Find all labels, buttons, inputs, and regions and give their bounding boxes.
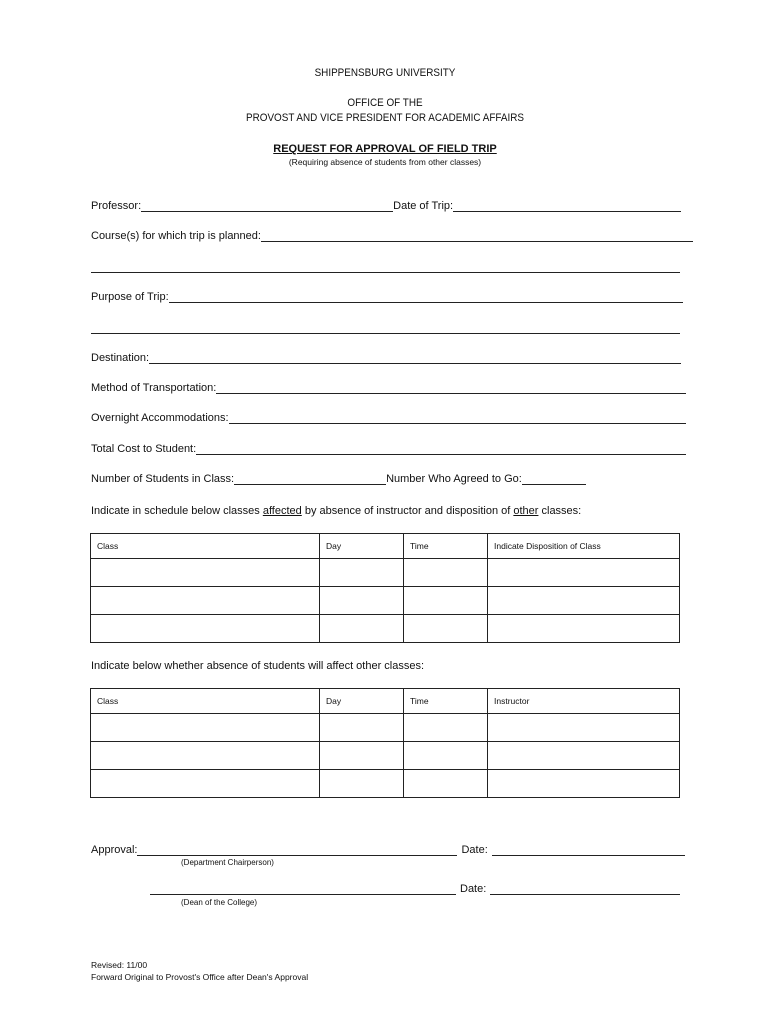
table-cell[interactable]	[91, 559, 320, 587]
chair-signature-field[interactable]	[137, 845, 457, 856]
instruction-text-2: by absence of instructor and disposition of	[301, 505, 514, 517]
table-cell[interactable]	[404, 714, 488, 742]
other-classes-table	[90, 688, 680, 798]
table-row	[91, 559, 680, 587]
accommodations-label: Overnight Accommodations:	[91, 412, 229, 424]
column-header-instructor: Instructor	[488, 689, 680, 714]
table-cell[interactable]	[320, 714, 404, 742]
table-row	[91, 770, 680, 798]
office-line-2: PROVOST AND VICE PRESIDENT FOR ACADEMIC AFFAIRS	[245, 112, 524, 124]
table-row	[91, 615, 680, 643]
table-cell[interactable]	[404, 742, 488, 770]
section2-instruction: Indicate below whether absence of students will affect other classes:	[91, 660, 425, 672]
instruction-other: other	[513, 505, 539, 517]
accommodations-field[interactable]	[229, 413, 686, 424]
chair-caption: (Department Chairperson)	[181, 858, 274, 867]
table-cell[interactable]	[320, 587, 404, 615]
table-row	[91, 587, 680, 615]
num-students-label: Number of Students in Class:	[91, 473, 235, 485]
num-students-field[interactable]	[234, 474, 386, 485]
num-agreed-label: Number Who Agreed to Go:	[386, 473, 522, 485]
table-cell[interactable]	[488, 742, 680, 770]
dean-date-label: Date:	[460, 883, 487, 895]
instruction-text-3: classes:	[538, 505, 582, 517]
total-cost-label: Total Cost to Student:	[91, 443, 197, 455]
table-cell[interactable]	[320, 770, 404, 798]
table-cell[interactable]	[91, 714, 320, 742]
destination-label: Destination:	[91, 352, 150, 364]
table-row	[91, 742, 680, 770]
date-of-trip-label: Date of Trip:	[393, 200, 454, 212]
transportation-field[interactable]	[216, 383, 686, 394]
students-row	[91, 473, 586, 485]
column-header-day: Day	[320, 534, 404, 559]
table-cell[interactable]	[488, 714, 680, 742]
total-cost-field[interactable]	[196, 444, 686, 455]
table-cell[interactable]	[91, 615, 320, 643]
destination-field[interactable]	[149, 353, 681, 364]
form-title: REQUEST FOR APPROVAL OF FIELD TRIP	[273, 143, 497, 155]
chair-date-label: Date:	[461, 844, 488, 856]
office-line-1: OFFICE OF THE	[347, 97, 423, 109]
column-header-class: Class	[91, 689, 320, 714]
column-header-time: Time	[404, 534, 488, 559]
instruction-text-1: Indicate in schedule below classes	[91, 505, 263, 517]
courses-row	[91, 230, 693, 242]
table-cell[interactable]	[320, 742, 404, 770]
transportation-label: Method of Transportation:	[91, 382, 217, 394]
column-header-time: Time	[404, 689, 488, 714]
table-header-row	[91, 534, 680, 559]
dean-signature-field[interactable]	[150, 884, 456, 895]
column-header-day: Day	[320, 689, 404, 714]
table-cell[interactable]	[488, 559, 680, 587]
revised-note: Revised: 11/00	[91, 960, 148, 970]
table-cell[interactable]	[404, 615, 488, 643]
approval-dean-row	[150, 883, 680, 895]
form-subtitle: (Requiring absence of students from other classes)	[288, 157, 482, 167]
professor-row	[91, 200, 681, 212]
professor-field[interactable]	[141, 201, 393, 212]
table-header-row	[91, 689, 680, 714]
num-agreed-field[interactable]	[522, 474, 586, 485]
forward-note: Forward Original to Provost's Office after Dean's Approval	[91, 972, 309, 982]
destination-row	[91, 352, 681, 364]
table-cell[interactable]	[91, 742, 320, 770]
chair-date-field[interactable]	[492, 845, 685, 856]
courses-continuation-line[interactable]	[91, 272, 680, 273]
table-cell[interactable]	[404, 770, 488, 798]
table-row	[91, 714, 680, 742]
courses-field[interactable]	[261, 231, 693, 242]
university-name: SHIPPENSBURG UNIVERSITY	[314, 67, 456, 79]
accommodations-row	[91, 412, 686, 424]
table-cell[interactable]	[404, 587, 488, 615]
table-cell[interactable]	[488, 587, 680, 615]
column-header-class: Class	[91, 534, 320, 559]
purpose-continuation-line[interactable]	[91, 333, 680, 334]
table-cell[interactable]	[404, 559, 488, 587]
affected-classes-table	[90, 533, 680, 643]
purpose-field[interactable]	[169, 292, 683, 303]
section1-instruction	[91, 505, 581, 517]
approval-label: Approval:	[91, 844, 138, 856]
table-cell[interactable]	[91, 770, 320, 798]
table-cell[interactable]	[320, 559, 404, 587]
instruction-affected: affected	[262, 505, 302, 517]
purpose-row	[91, 291, 683, 303]
courses-label: Course(s) for which trip is planned:	[91, 230, 261, 242]
table-cell[interactable]	[91, 587, 320, 615]
approval-chair-row	[91, 844, 685, 856]
transportation-row	[91, 382, 686, 394]
column-header-disposition: Indicate Disposition of Class	[488, 534, 680, 559]
purpose-label: Purpose of Trip:	[91, 291, 169, 303]
total-cost-row	[91, 443, 686, 455]
date-of-trip-field[interactable]	[453, 201, 681, 212]
table-cell[interactable]	[488, 770, 680, 798]
professor-label: Professor:	[91, 200, 142, 212]
dean-date-field[interactable]	[490, 884, 680, 895]
dean-caption: (Dean of the College)	[181, 898, 258, 907]
table-cell[interactable]	[488, 615, 680, 643]
table-cell[interactable]	[320, 615, 404, 643]
